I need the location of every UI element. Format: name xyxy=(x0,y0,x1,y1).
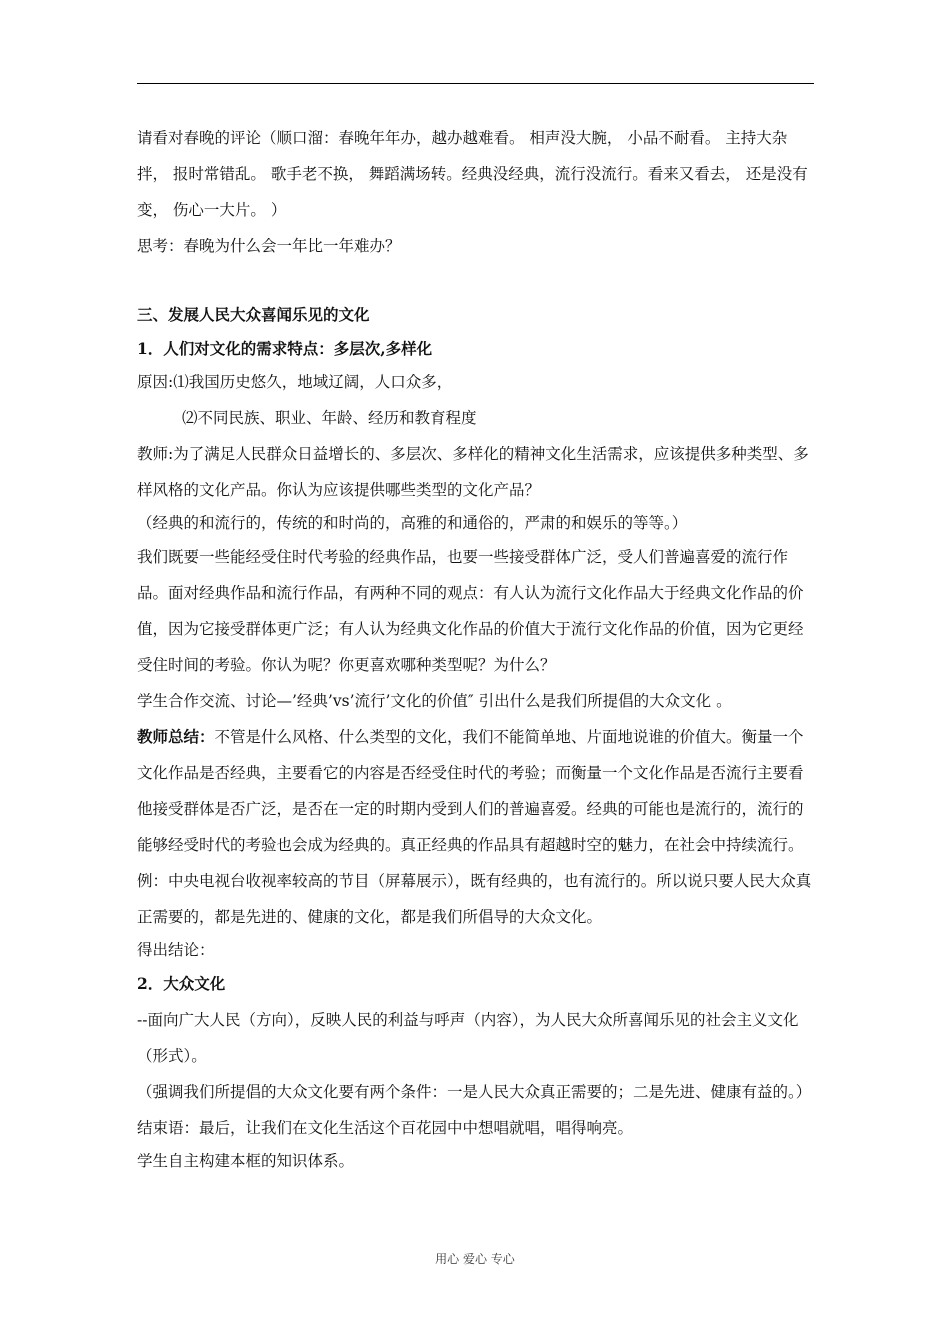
teacher-summary-paragraph xyxy=(137,719,817,935)
teacher-prompt-paragraph: 教师:为了满足人民群众日益增长的、多层次、多样化的精神文化生活需求，应该提供多种类型、多样风格的文化产品。你认为应该提供哪些类型的文化产品？ xyxy=(137,445,809,499)
closing-remark: 结束语：最后，让我们在文化生活这个百花园中中想唱就唱，唱得响亮。 xyxy=(137,1119,634,1137)
student-discussion-line: 学生合作交流、讨论—’经典’vs’流行’文化的价值″ 引出什么是我们所提倡的大众文化 。 xyxy=(137,692,732,710)
page-footer: 用心 爱心 专心 xyxy=(435,1252,515,1266)
thinking-question: 思考：春晚为什么会一年比一年难办？ xyxy=(137,237,401,255)
spring-gala-critique-paragraph: 请看对春晚的评论（顺口溜：春晚年年办，越办越难看。 相声没大腕， 小品不耐看。 主持大杂拌， 报时常错乱。 歌手老不换， 舞蹈满场转。经典没经典，流行没流行。看来又看去， 还是没有变， 伤心一大片。 ） xyxy=(137,129,808,219)
conclusion-label: 得出结论： xyxy=(137,941,215,959)
cultural-types-note: （经典的和流行的，传统的和时尚的，高雅的和通俗的，严肃的和娱乐的等等。） xyxy=(137,514,688,532)
student-knowledge-system: 学生自主构建本框的知识体系。 xyxy=(137,1152,355,1170)
mass-culture-definition: --面向广大人民（方向），反映人民的利益与呼声（内容），为人民大众所喜闻乐见的社会主义文化（形式）。 xyxy=(137,1011,799,1065)
section-heading-3: 三、发展人民大众喜闻乐见的文化 xyxy=(137,305,370,324)
subheading-1: 1．人们对文化的需求特点：多层次,多样化 xyxy=(137,339,433,358)
teacher-summary-text: 不管是什么风格、什么类型的文化，我们不能简单地、片面地说谁的价值大。衡量一个文化作品是否经典，主要看它的内容是否经受住时代的考验；而衡量一个文化作品是否流行主要看他接受群体是否广泛，是否在一定的时期内受到人们的普遍喜爱。经典的可能也是流行的，流行的能够经受时代的考验也会成为经典的。真正经典的作品具有超越时空的魅力，在社会中持续流行。例：中央电视台收视率较高的节目（屏幕展示），既有经典的，也有流行的。所以说只要人民大众真正需要的，都是先进的、健康的文化，都是我们所倡导的大众文化。 xyxy=(137,728,812,926)
subheading-2: 2．大众文化 xyxy=(137,974,226,993)
reason-line-2: ⑵不同民族、职业、年龄、经历和教育程度 xyxy=(182,409,477,427)
classic-vs-popular-paragraph: 我们既要一些能经受住时代考验的经典作品，也要一些接受群体广泛，受人们普遍喜爱的流行作品。面对经典作品和流行作品，有两种不同的观点：有人认为流行文化作品大于经典文化作品的价值，因为它接受群体更广泛；有人认为经典文化作品的价值大于流行文化作品的价值，因为它更经受住时间的考验。你认为呢？你更喜欢哪种类型呢？为什么？ xyxy=(137,548,804,674)
section-gap xyxy=(137,264,817,297)
mass-culture-conditions: （强调我们所提倡的大众文化要有两个条件：一是人民大众真正需要的；二是先进、健康有益的。） xyxy=(137,1083,812,1101)
header-rule xyxy=(137,83,814,84)
teacher-summary-label: 教师总结： xyxy=(137,727,215,746)
document-body xyxy=(137,120,817,1177)
reason-line-1: 原因:⑴我国历史悠久，地域辽阔，人口众多， xyxy=(137,373,453,391)
